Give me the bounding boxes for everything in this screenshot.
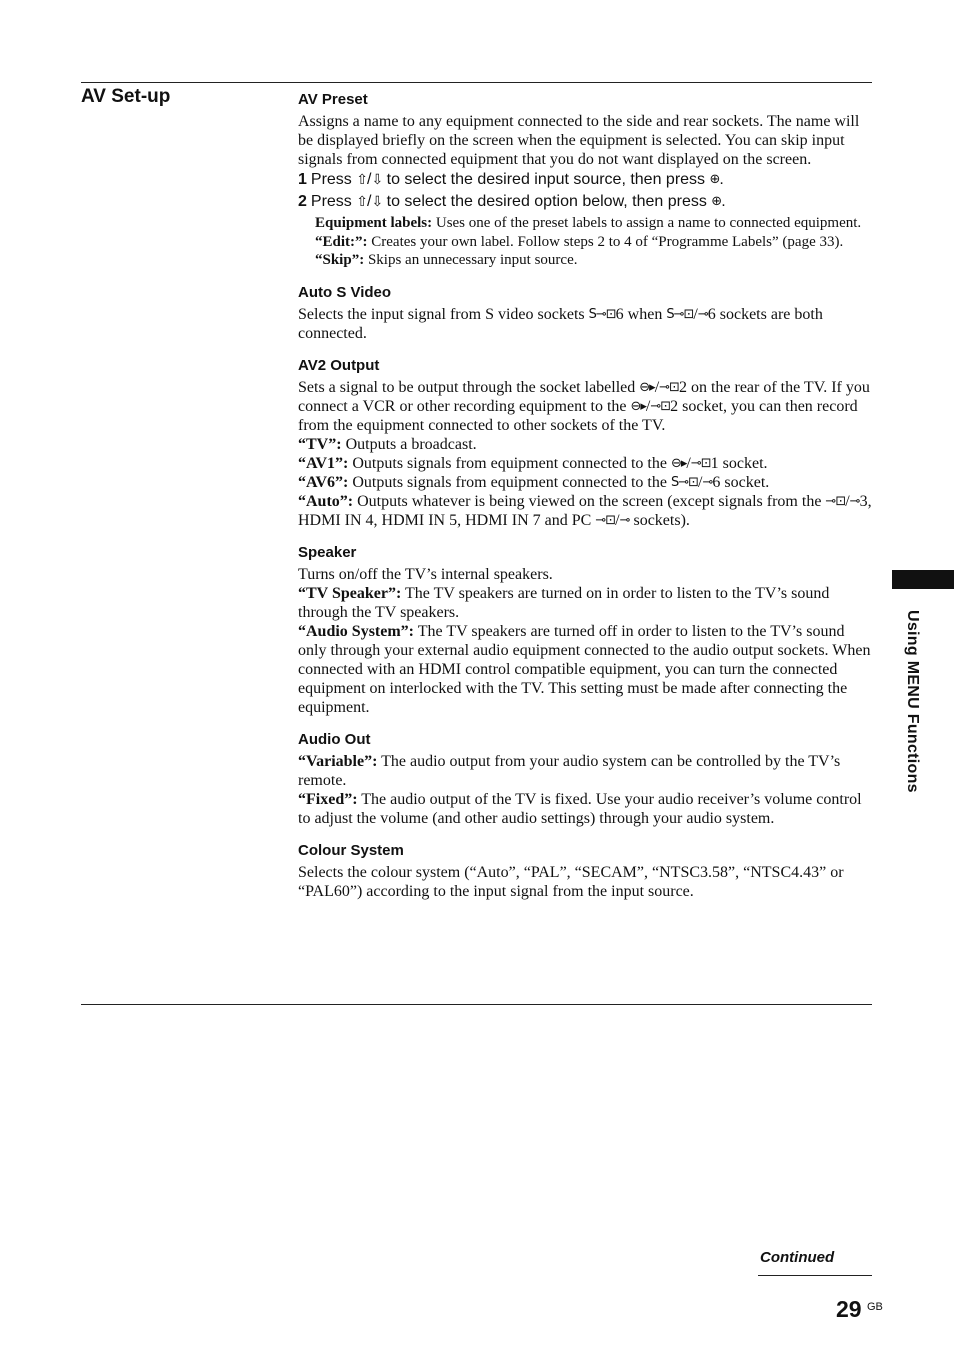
option-label: “Fixed”: — [298, 790, 358, 808]
s-video-icon: S⊸⊡ — [588, 307, 616, 323]
bottom-rule — [81, 1004, 872, 1005]
av-preset-section — [298, 90, 872, 270]
text-run: / — [698, 473, 703, 491]
page-number: 29 — [836, 1296, 862, 1322]
av2-option-auto — [298, 492, 872, 530]
av-input-icon: ⊸ — [619, 513, 630, 529]
text-run: 6 sockets are both connected. — [298, 305, 823, 342]
option-text: The audio output of the TV is fixed. Use your audio receiver’s volume control to adjust the volume (and other audio settings) through your audio system. — [298, 790, 862, 827]
av2-option-tv — [298, 435, 872, 454]
text-run: Outputs signals from equipment connected to the — [348, 473, 671, 491]
audio-out-option-fixed — [298, 790, 872, 828]
scart-icon: ⊸⊡ — [650, 399, 671, 415]
scart-icon: ⊸⊡ — [690, 456, 711, 472]
option-text: The TV speakers are turned on in order to listen to the TV’s sound through the TV speakers. — [298, 584, 830, 621]
content-column — [298, 90, 872, 914]
option-text: The audio output from your audio system can be controlled by the TV’s remote. — [298, 752, 841, 789]
text-run: 3, HDMI IN 4, HDMI IN 5, HDMI IN 7 and PC — [298, 492, 872, 529]
colour-system-text: Selects the colour system (“Auto”, “PAL”, “SECAM”, “NTSC3.58”, “NTSC4.43” or “PAL60”) according to the input signal from the input source. — [298, 863, 844, 900]
option-label: Equipment labels: — [315, 215, 433, 231]
text-run: / — [645, 397, 651, 415]
text-run: / — [693, 305, 698, 323]
continued-rule — [758, 1275, 872, 1276]
option-text: Creates your own label. Follow steps 2 to 4 of “Programme Labels” (page 33). — [367, 233, 844, 250]
av-preset-description: Assigns a name to any equipment connected to the side and rear sockets. The name will be displayed briefly on the screen when the equipment is selected. You can skip input signals from connected equipment that you do not want displayed on the screen. — [298, 113, 860, 168]
s-video-icon: S⊸⊡ — [670, 475, 699, 491]
enter-button-icon: ⊕ — [709, 172, 720, 188]
text-run: Selects the input signal from S video sockets — [298, 305, 589, 323]
option-equipment-labels — [315, 214, 872, 233]
text-run: / — [845, 492, 850, 510]
page-region-suffix: GB — [867, 1301, 883, 1313]
av-io-icon: ⊖▸ — [670, 456, 687, 472]
speaker-intro: Turns on/off the TV’s internal speakers. — [298, 565, 553, 583]
preset-options — [315, 214, 872, 270]
option-label: “AV1”: — [298, 454, 349, 472]
speaker-section — [298, 543, 872, 717]
av-input-icon: ⊸ — [849, 494, 860, 510]
av2-output-heading: AV2 Output — [298, 356, 380, 374]
option-label: “Edit:”: — [315, 233, 368, 250]
section-title: AV Set-up — [81, 86, 171, 107]
top-rule — [81, 82, 872, 83]
scart-icon: ⊸⊡ — [595, 513, 616, 529]
option-skip — [315, 251, 872, 270]
down-arrow-icon: ⇩ — [371, 171, 383, 188]
option-text: Uses one of the preset labels to assign a name to connected equipment. — [432, 215, 862, 231]
av-input-icon: ⊸ — [702, 475, 713, 491]
av-io-icon: ⊖▸ — [630, 399, 646, 415]
step-1 — [298, 169, 872, 191]
text-run: sockets). — [629, 511, 690, 529]
av-io-icon: ⊖▸ — [639, 380, 655, 396]
text-run: / — [686, 454, 691, 472]
auto-s-video-heading: Auto S Video — [298, 283, 392, 301]
audio-out-section — [298, 730, 872, 828]
text-run: / — [615, 511, 620, 529]
speaker-option-tv — [298, 584, 872, 622]
option-label: “Skip”: — [315, 252, 365, 268]
option-label: “TV”: — [298, 435, 342, 453]
text-run: Outputs whatever is being viewed on the screen (except signals from the — [353, 492, 826, 510]
option-label: “Variable”: — [298, 752, 378, 770]
up-arrow-icon: ⇧ — [356, 193, 367, 210]
text-run: 1 socket. — [710, 454, 768, 472]
step-2-pre: Press — [310, 193, 352, 210]
step-2-end: . — [721, 193, 726, 210]
down-arrow-icon: ⇩ — [371, 193, 383, 210]
step-1-end: . — [719, 171, 724, 188]
step-1-post: to select the desired input source, then press — [386, 171, 706, 188]
av2-option-av6 — [298, 473, 872, 492]
step-1-pre: Press — [310, 171, 352, 188]
step-2-slash: / — [367, 193, 372, 210]
option-label: “Audio System”: — [298, 622, 415, 640]
option-text: The TV speakers are turned off in order to listen to the TV’s sound only through your external audio equipment connected to the audio output sockets. When connected with an HDMI control compatible equipment, you can turn the connected equipment on interlocked with the TV. This setting must be made after connecting the equipment. — [298, 622, 871, 716]
text-run: 2 on the rear of the TV. If you connect a VCR or other recording equipment to the — [298, 378, 870, 415]
av2-option-av1 — [298, 454, 872, 473]
av-preset-heading: AV Preset — [298, 91, 368, 108]
option-label: “AV6”: — [298, 473, 349, 491]
step-1-slash: / — [367, 171, 372, 188]
speaker-heading: Speaker — [298, 543, 357, 561]
option-label: “TV Speaker”: — [298, 584, 402, 602]
text-run: Sets a signal to be output through the socket labelled — [298, 378, 640, 396]
auto-s-video-text — [298, 305, 872, 343]
up-arrow-icon: ⇧ — [356, 171, 367, 188]
s-video-icon: S⊸⊡ — [666, 307, 694, 323]
step-2-post: to select the desired option below, then press — [386, 193, 707, 210]
av2-output-section — [298, 356, 872, 530]
speaker-option-audio-system — [298, 622, 872, 717]
audio-out-option-variable — [298, 752, 872, 790]
continued-label: Continued — [760, 1249, 835, 1266]
scart-icon: ⊸⊡ — [659, 380, 679, 396]
av-input-icon: ⊸ — [697, 307, 708, 323]
side-chapter-label: Using MENU Functions — [904, 610, 921, 793]
option-label: “Auto”: — [298, 492, 354, 510]
step-1-number: 1 — [298, 171, 307, 188]
option-text: Outputs a broadcast. — [341, 435, 477, 453]
auto-s-video-section — [298, 283, 872, 343]
colour-system-section — [298, 841, 872, 901]
scart-icon: ⊸⊡ — [825, 494, 846, 510]
step-2-number: 2 — [298, 193, 307, 210]
audio-out-heading: Audio Out — [298, 730, 371, 748]
step-2 — [298, 191, 872, 213]
side-tab-marker — [892, 570, 954, 589]
text-run: / — [654, 378, 660, 396]
option-text: Skips an unnecessary input source. — [364, 252, 578, 268]
colour-system-heading: Colour System — [298, 841, 404, 859]
text-run: Outputs signals from equipment connected to the — [348, 454, 671, 472]
text-run: 2 socket, you can then record from the equipment connected to other sockets of the TV. — [298, 397, 858, 434]
text-run: 6 when — [615, 305, 667, 323]
text-run: 6 socket. — [712, 473, 770, 491]
option-edit — [315, 233, 872, 252]
av2-output-intro — [298, 378, 872, 435]
enter-button-icon: ⊕ — [711, 194, 722, 210]
